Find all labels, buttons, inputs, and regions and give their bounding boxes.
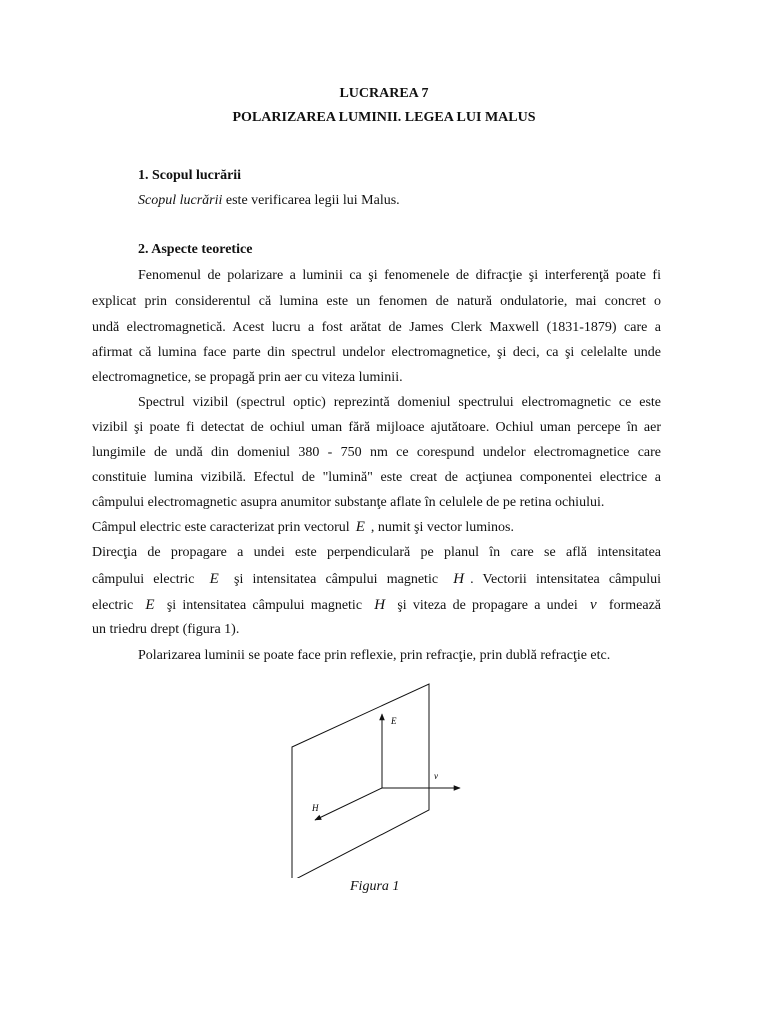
p2-line-5: câmpului electromagnetic asupra anumitor substanţe aflate în celulele de pe retina ochiului. bbox=[92, 495, 605, 510]
axis-H-arrow bbox=[315, 788, 382, 820]
p4-text-g: formează bbox=[608, 598, 661, 613]
symbol-H: H bbox=[453, 571, 465, 587]
p3-text-a: Câmpul electric este caracterizat prin vectorul bbox=[92, 520, 350, 535]
symbol-E: E bbox=[355, 519, 365, 535]
p2-line-3: lungimile de undă din domeniul 380 - 750 nm ce corespund undelor electromagnetice care bbox=[92, 445, 661, 460]
p1-line-5: electromagnetice, se propagă prin aer cu viteza luminii. bbox=[92, 370, 403, 385]
symbol-H: H bbox=[374, 597, 386, 613]
symbol-v: v bbox=[590, 597, 597, 613]
p1-line-3: undă electromagnetică. Acest lucru a fost arătat de James Clerk Maxwell (1831-1879) care a bbox=[92, 320, 661, 335]
p3-line bbox=[92, 519, 661, 536]
p1-line-2: explicat prin considerentul că lumina este un fenomen de natură ondulatorie, mai concret o bbox=[92, 294, 661, 309]
p4-text-e: şi intensitatea câmpului magnetic bbox=[166, 598, 363, 613]
p2-line-2: vizibil şi poate fi detectat de ochiul uman fără mijloace ajutătoare. Ochiul uman percepe în aer bbox=[92, 420, 661, 435]
p3-text-b: , numit şi vector luminos. bbox=[370, 520, 514, 535]
section1-rest: este verificarea legii lui Malus. bbox=[222, 193, 400, 208]
section1-text bbox=[138, 193, 661, 209]
p4-text-f: şi viteza de propagare a undei bbox=[397, 598, 578, 613]
p4-line-4: un triedru drept (figura 1). bbox=[92, 622, 240, 637]
p2-line-1: Spectrul vizibil (spectrul optic) reprezintă domeniul spectrului electromagnetic ce este bbox=[138, 395, 661, 410]
symbol-E: E bbox=[145, 597, 155, 613]
lab-number: LUCRAREA 7 bbox=[339, 86, 429, 101]
p1-line-1: Fenomenul de polarizare a luminii ca şi fenomenele de difracţie şi interferenţă poate fi bbox=[138, 268, 661, 283]
section2-heading: 2. Aspecte teoretice bbox=[138, 242, 253, 257]
p1-line-4: afirmat că lumina face parte din spectrul undelor electromagnetice, şi deci, ca şi celelalte unde bbox=[92, 345, 661, 360]
p4-line-3 bbox=[92, 597, 661, 614]
figure-caption: Figura 1 bbox=[350, 879, 400, 894]
p4-text-b: şi intensitatea câmpului magnetic bbox=[234, 572, 439, 587]
label-H: H bbox=[312, 803, 319, 813]
page-title: POLARIZAREA LUMINII. LEGEA LUI MALUS bbox=[232, 110, 536, 125]
label-v: v bbox=[434, 771, 438, 781]
label-E: E bbox=[391, 716, 397, 726]
section1-italic: Scopul lucrării bbox=[138, 193, 223, 208]
polarization-plane bbox=[292, 684, 429, 878]
p5-line: Polarizarea luminii se poate face prin reflexie, prin refracţie, prin dublă refracţie etc. bbox=[138, 648, 611, 663]
p4-text-d: electric bbox=[92, 598, 134, 613]
p4-text-c: . Vectorii intensitatea câmpului bbox=[470, 572, 662, 587]
p4-line-2 bbox=[92, 571, 661, 588]
section1-heading: 1. Scopul lucrării bbox=[138, 168, 242, 183]
p2-line-4: constituie lumina vizibilă. Efectul de "lumină" este creat de acţiunea componentei electrice a bbox=[92, 470, 661, 485]
symbol-E: E bbox=[209, 571, 219, 587]
p4-line-1: Direcţia de propagare a undei este perpendiculară pe planul în care se află intensitatea bbox=[92, 545, 661, 560]
p4-text-a: câmpului electric bbox=[92, 572, 195, 587]
figure-1-diagram bbox=[280, 678, 480, 878]
